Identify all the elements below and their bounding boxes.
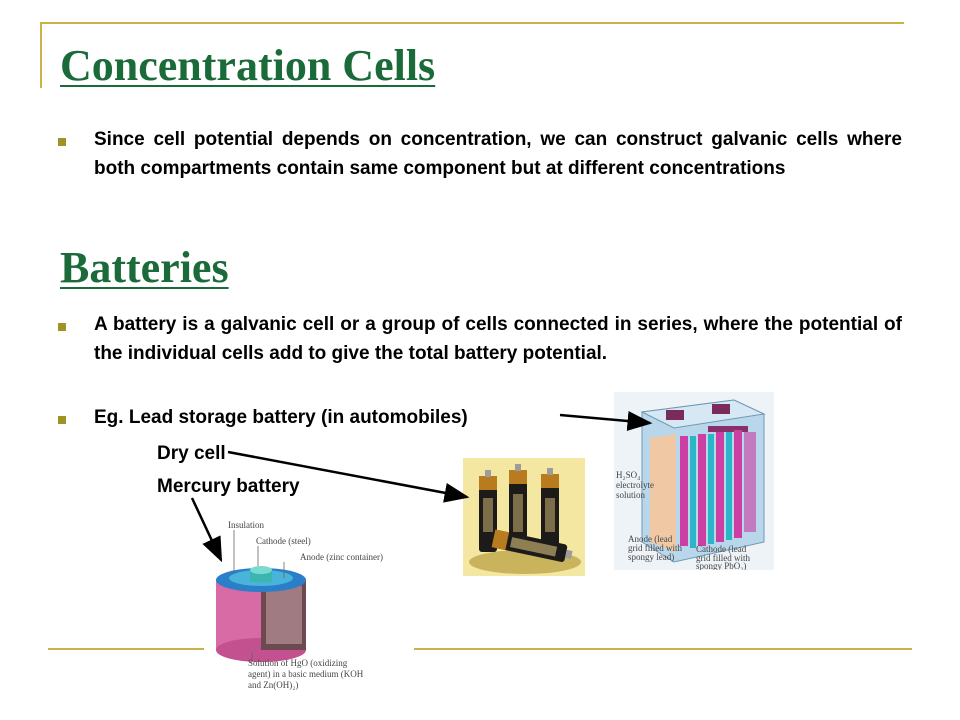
mercury-solution-label-2: agent) in a basic medium (KOH — [248, 669, 364, 679]
bullet-lead-storage: Eg. Lead storage battery (in automobiles) — [94, 407, 468, 428]
line-mercury-battery: Mercury battery — [157, 476, 300, 497]
mercury-solution-label-1: Solution of HgO (oxidizing — [248, 658, 348, 668]
mercury-solution-label-3: and Zn(OH)₂) — [248, 680, 299, 690]
lead-cathode-label-3: spongy PbO₂) — [696, 561, 747, 570]
mercury-anode-label: Anode (zinc container) — [300, 552, 383, 562]
lead-cathode-label-2: grid filled with — [696, 553, 750, 563]
lead-electrolyte-label-3: solution — [616, 490, 646, 500]
title-concentration-cells: Concentration Cells — [60, 41, 436, 90]
mercury-cathode-label: Cathode (steel) — [256, 536, 311, 546]
lead-anode-label-3: spongy lead) — [628, 552, 675, 562]
mercury-insulation-label: Insulation — [228, 520, 264, 530]
line-dry-cell: Dry cell — [157, 443, 226, 464]
lead-anode-label-2: grid filled with — [628, 543, 682, 553]
bullet-battery-definition: A battery is a galvanic cell or a group of cells connected in series, where the potential of the individual cells add to give the total battery potential. — [94, 314, 902, 364]
arrow-to-dry-cell — [228, 452, 467, 497]
lead-cathode-label-1: Cathode (lead — [696, 544, 747, 554]
arrow-to-lead-battery — [560, 415, 650, 423]
lead-anode-label-1: Anode (lead — [628, 534, 673, 544]
lead-electrolyte-label-2: electrolyte — [616, 480, 654, 490]
title-batteries: Batteries — [60, 243, 229, 292]
arrow-to-mercury-battery — [192, 498, 221, 560]
bullet-concentration-text: Since cell potential depends on concentration, we can construct galvanic cells where both compartments contain same component but at different concentrations — [94, 129, 902, 179]
lead-electrolyte-label-1: H₂SO₄ — [616, 470, 641, 480]
